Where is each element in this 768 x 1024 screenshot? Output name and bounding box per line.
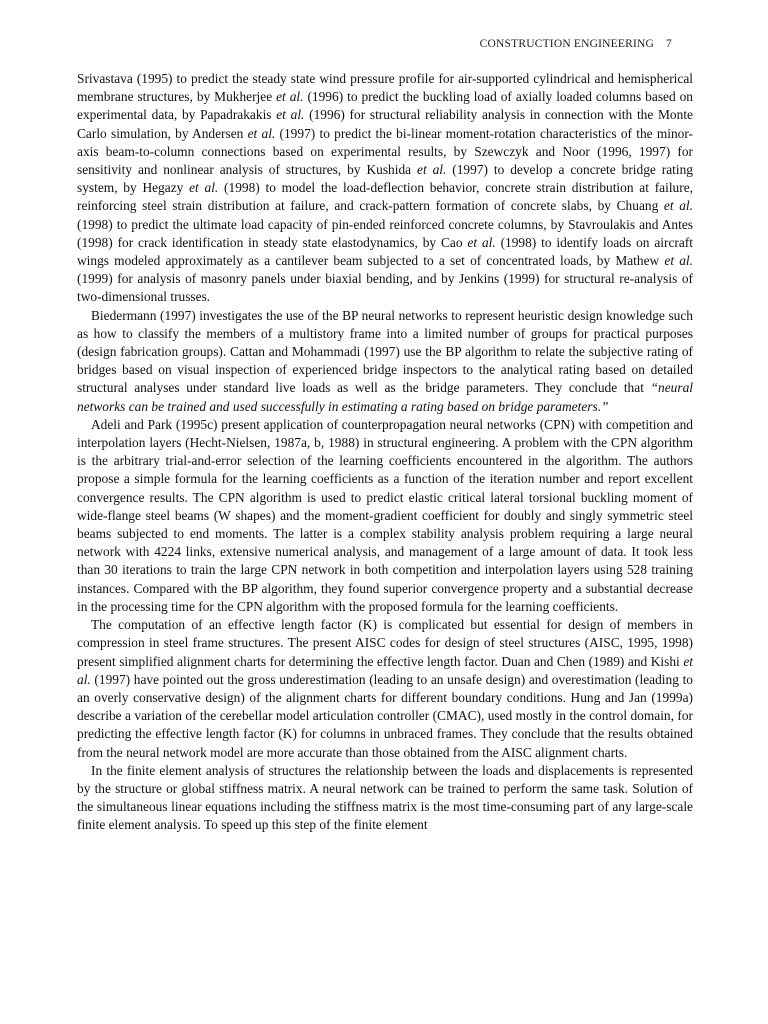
italic-text-run: et al. (664, 253, 693, 269)
text-run: Biedermann (1997) investigates the use of the BP neural networks to represent heuristic design knowledge such as how to classify the members of a multistory frame into a limited number of groups for practical purposes (design fabrication groups). Cattan and Mohammadi (1997) use the BP algorithm to relate the subjective rating of bridges based on visual inspection of experienced bridge inspectors to the analytical rating based on detailed structural analyses under standard live loads as well as the bridge parameters. They conclude that (77, 307, 693, 396)
body-paragraph (77, 762, 693, 835)
text-run: (1998) to predict the ultimate load capacity of pin-ended reinforced concrete columns, by Stavroulakis and Antes (1998) for crack identification in steady state elastodynamics, by Cao (77, 216, 693, 250)
italic-text-run: “neural networks can be trained and used successfully in estimating a rating based on bridge parameters.” (77, 380, 693, 414)
italic-text-run: et al. (417, 162, 447, 178)
text-run: (1998) to identify loads on aircraft wings modeled approximately as a cantilever beam subjected to a set of concentrated loads, by Mathew (77, 234, 693, 269)
body-text (77, 70, 693, 835)
body-paragraph (77, 307, 693, 416)
text-run: The computation of an effective length factor (K) is complicated but essential for design of members in compression in steel frame structures. The present AISC codes for design of steel structures (AISC, 1995, 1998) present simplified alignment charts for determining the effective length factor. Duan and Chen (1989) and Kishi (77, 617, 693, 669)
text-run: (1998) to model the load-deflection behavior, concrete strain distribution at failure, reinforcing steel strain distribution at failure, and crack-pattern formation of concrete slabs, by Chuang (77, 180, 693, 214)
body-paragraph (77, 416, 693, 616)
text-run: Srivastava (1995) to predict the steady state wind pressure profile for air-supported cylindrical and hemispherical membrane structures, by Mukherjee (77, 71, 693, 105)
italic-text-run: et al. (247, 125, 276, 141)
text-run: (1996) for structural reliability analysis in connection with the Monte Carlo simulation, by Andersen (77, 107, 693, 141)
italic-text-run: et al. (276, 89, 304, 105)
text-run: (1996) to predict the buckling load of axially loaded columns based on experimental data, by Papadrakakis (77, 89, 694, 123)
italic-text-run: et al. (276, 107, 305, 123)
italic-text-run: et al. (77, 653, 693, 687)
running-header (480, 38, 672, 50)
page-number: 7 (666, 38, 672, 50)
italic-text-run: et al. (663, 198, 693, 214)
text-run: (1999) for analysis of masonry panels under biaxial bending, and by Jenkins (1999) for structural re-analysis of two-dimensional trusses. (77, 271, 693, 305)
text-run: Adeli and Park (1995c) present application of counterpropagation neural networks (CPN) with competition and interpolation layers (Hecht-Nielsen, 1987a, b, 1988) in structural engineering. A problem with the CPN algorithm is the arbitrary trial-and-error selection of the learning coefficients encountered in the algorithm. The authors propose a simple formula for the learning coefficients as a function of the iteration number and report excellent convergence results. The CPN algorithm is used to predict elastic critical lateral torsional buckling moment of wide-flange steel beams (W shapes) and the moment-gradient coefficient for doubly and singly symmetric steel beams subjected to end moments. The latter is a complex stability analysis problem requiring a large neural network with 4224 links, extensive numerical analysis, and management of a large amount of data. It took less than 30 iterations to train the large CPN network in both competition and interpolation layers using 528 training instances. Compared with the BP algorithm, they found superior convergence property and a substantial decrease in the processing time for the CPN algorithm with the proposed formula for the learning coefficients. (77, 416, 693, 614)
header-section-title: CONSTRUCTION ENGINEERING (479, 38, 655, 50)
italic-text-run: et al. (189, 180, 219, 196)
text-run: (1997) have pointed out the gross underestimation (leading to an unsafe design) and overestimation (leading to an overly conservative design) of the alignment charts for different boundary conditions. Hung and Jan (1999a) describe a variation of the cerebellar model articulation controller (CMAC), used mostly in the control domain, for predicting the effective length factor (K) for columns in unbraced frames. They conclude that the results obtained from the neural network model are more accurate than those obtained from the AISC alignment charts. (77, 671, 693, 760)
body-paragraph (77, 616, 693, 762)
text-run: (1997) to develop a concrete bridge rating system, by Hegazy (77, 162, 693, 196)
text-run: (1997) to predict the bi-linear moment-rotation characteristics of the minor-axis beam-to-column connections based on experimental results, by Szewczyk and Noor (1996, 1997) for sensitivity and nonlinear analysis of structures, by Kushida (77, 125, 694, 178)
text-run: In the finite element analysis of structures the relationship between the loads and displacements is represented by the structure or global stiffness matrix. A neural network can be trained to perform the same task. Solution of the simultaneous linear equations including the stiffness matrix is the most time-consuming part of any large-scale finite element analysis. To speed up this step of the finite element (77, 762, 693, 833)
italic-text-run: et al. (467, 234, 496, 250)
body-paragraph (77, 70, 693, 307)
